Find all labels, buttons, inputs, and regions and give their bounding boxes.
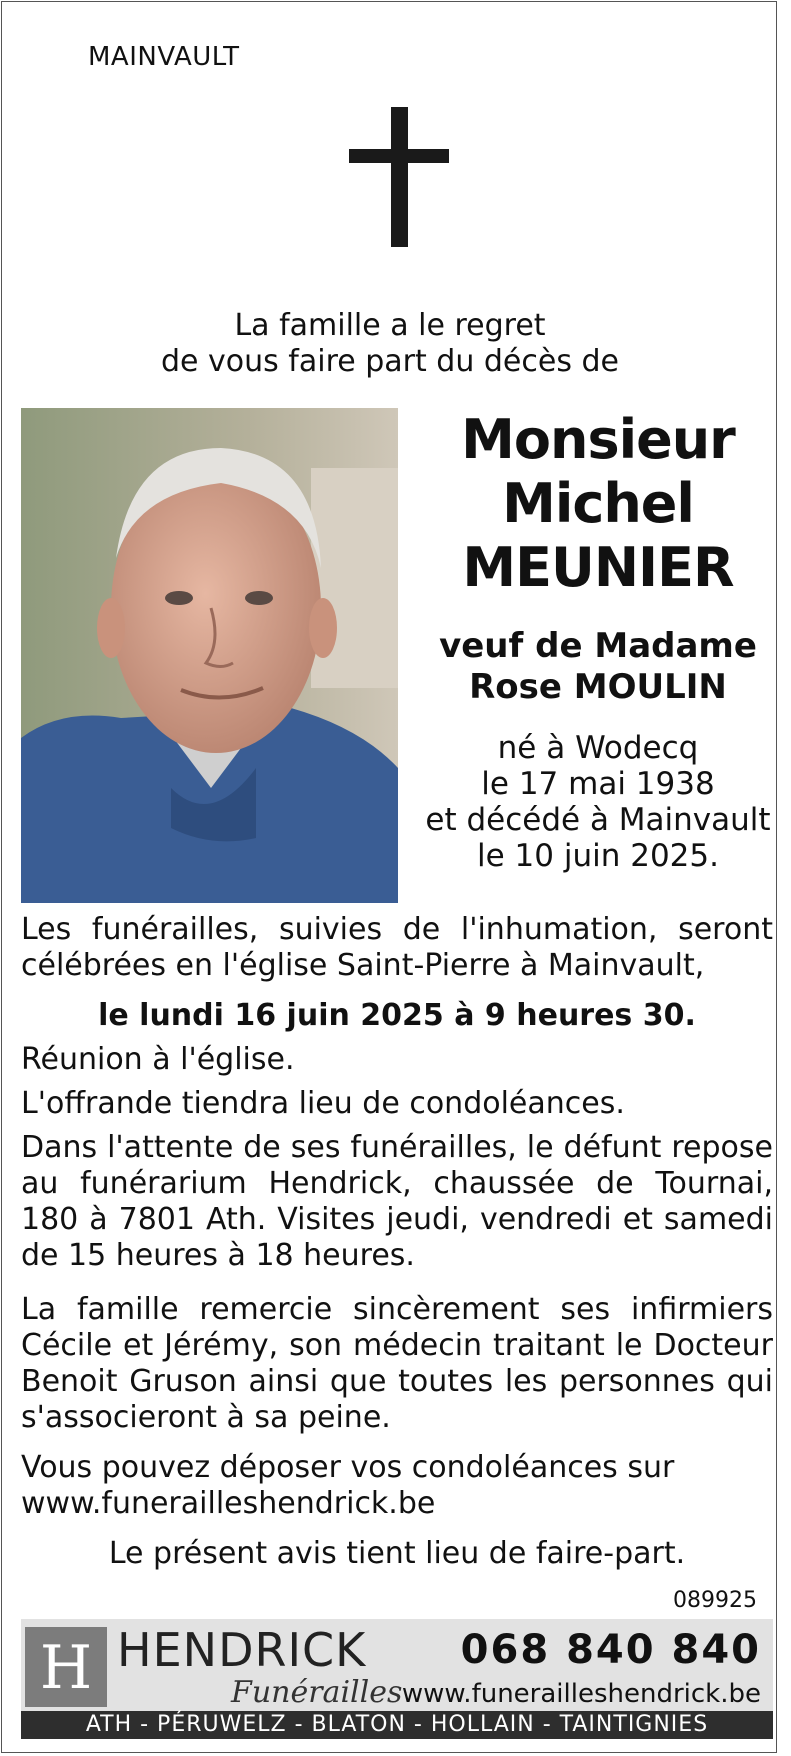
funeral-home-banner <box>21 1619 773 1739</box>
reference-number: 089925 <box>673 1588 757 1613</box>
portrait-photo <box>21 408 398 903</box>
birth-place: né à Wodecq <box>497 730 699 766</box>
intro-line-2: de vous faire part du décès de <box>160 344 620 379</box>
widow-line-1: veuf de Madame <box>439 626 757 666</box>
locations-bar: ATH - PÉRUWELZ - BLATON - HOLLAIN - TAINTIGNIES <box>21 1711 773 1739</box>
notice-line: Le présent avis tient lieu de faire-part. <box>108 1536 686 1571</box>
meeting-line: Réunion à l'église. <box>21 1042 295 1077</box>
death-date: le 10 juin 2025. <box>477 838 719 874</box>
intro-line-1: La famille a le regret <box>234 308 546 343</box>
cross-icon <box>349 107 449 247</box>
title: Monsieur <box>461 408 735 471</box>
birth-date: le 17 mai 1938 <box>481 766 715 802</box>
brand-name: HENDRICK <box>117 1623 367 1677</box>
widow-line-2: Rose MOULIN <box>469 667 727 707</box>
banner-website[interactable]: www.funerailleshendrick.be <box>401 1679 761 1709</box>
first-name: Michel <box>502 472 694 535</box>
condolences-line: Vous pouvez déposer vos condoléances sur <box>21 1450 675 1485</box>
offering-line: L'offrande tiendra lieu de condoléances. <box>21 1086 625 1121</box>
funeral-paragraph: Les funérailles, suivies de l'inhumation, seront célébrées en l'église Saint-Pierre à Mainvault, <box>21 912 773 983</box>
death-place: et décédé à Mainvault <box>425 802 771 838</box>
logo-letter: H <box>39 1633 93 1703</box>
hendrick-logo <box>25 1627 107 1707</box>
last-name: MEUNIER <box>462 536 734 599</box>
phone-number[interactable]: 068 840 840 <box>460 1627 761 1673</box>
brand-subtitle: Funérailles <box>231 1675 403 1710</box>
condolences-website[interactable]: www.funerailleshendrick.be <box>21 1486 436 1521</box>
obituary-notice <box>1 1 777 1753</box>
visiting-paragraph: Dans l'attente de ses funérailles, le défunt repose au funérarium Hendrick, chaussée de Tournai, 180 à 7801 Ath. Visites jeudi, vendredi et samedi de 15 heures à 18 heures. <box>21 1130 773 1273</box>
funeral-date: le lundi 16 juin 2025 à 9 heures 30. <box>98 998 696 1033</box>
locality: MAINVAULT <box>88 42 240 72</box>
thanks-paragraph: La famille remercie sincèrement ses infirmiers Cécile et Jérémy, son médecin traitant le Docteur Benoit Gruson ainsi que toutes les personnes qui s'associeront à sa peine. <box>21 1292 773 1435</box>
